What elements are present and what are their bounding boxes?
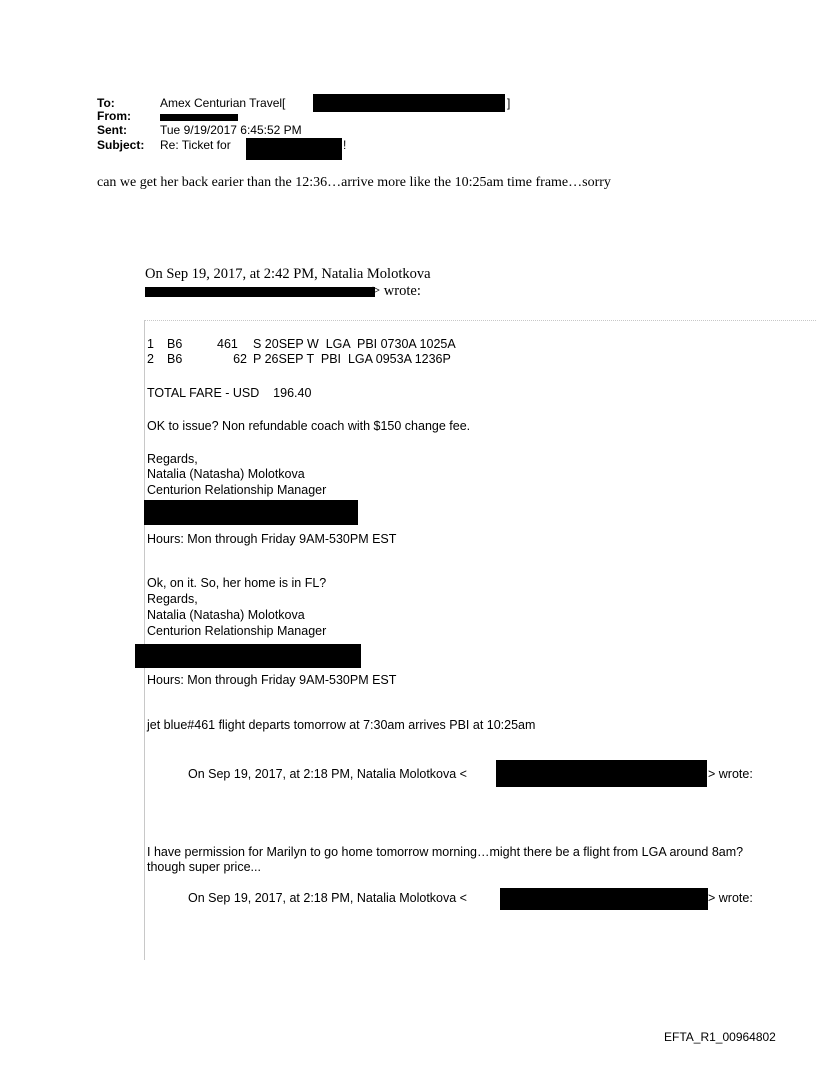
redaction-from <box>160 114 238 121</box>
permission-line1: I have permission for Marilyn to go home tomorrow morning…might there be a flight from LGA around 8am? <box>147 845 744 859</box>
subject-value: Re: Ticket for <box>160 138 231 152</box>
signature1-name: Natalia (Natasha) Molotkova <box>147 467 305 481</box>
quote-top-border <box>144 320 816 321</box>
footer-document-id: EFTA_R1_00964802 <box>664 1030 776 1044</box>
signature1-hours: Hours: Mon through Friday 9AM-530PM EST <box>147 532 397 546</box>
to-value <box>160 97 285 110</box>
to-label: To: <box>97 96 115 110</box>
signature1-regards: Regards, <box>147 452 198 466</box>
itinerary-num: 1 <box>147 337 154 351</box>
quote-left-border <box>144 320 145 960</box>
itinerary-flight: 62 <box>233 352 247 366</box>
sent-value: Tue 9/19/2017 6:45:52 PM <box>160 123 302 137</box>
signature2-title: Centurion Relationship Manager <box>147 624 327 638</box>
quoted-intro-line2: > wrote: <box>372 283 421 299</box>
ok-to-issue: OK to issue? Non refundable coach with $150 change fee. <box>147 419 471 433</box>
sent-label: Sent: <box>97 123 127 137</box>
redaction-to <box>313 94 505 112</box>
redaction-subject <box>246 138 342 160</box>
redaction-email <box>145 287 375 297</box>
redaction-quote4-email <box>500 888 708 910</box>
subject-label: Subject: <box>97 138 145 152</box>
quote4-suffix: > wrote: <box>708 891 753 905</box>
quote3-prefix: On Sep 19, 2017, at 2:18 PM, Natalia Molotkova < <box>188 767 467 781</box>
signature1-title: Centurion Relationship Manager <box>147 483 327 497</box>
body-text: can we get her back earier than the 12:36…arrive more like the 10:25am time frame…sorry <box>97 175 611 190</box>
signature2-hours: Hours: Mon through Friday 9AM-530PM EST <box>147 673 397 687</box>
redaction-sig1-contact <box>144 500 358 525</box>
redaction-sig2-contact <box>135 644 361 668</box>
quote4-prefix: On Sep 19, 2017, at 2:18 PM, Natalia Molotkova < <box>188 891 467 905</box>
quote3-suffix: > wrote: <box>708 767 753 781</box>
itinerary-detail: S 20SEP W LGA PBI 0730A 1025A <box>253 337 456 351</box>
reply2: Ok, on it. So, her home is in FL? <box>147 576 327 590</box>
jetblue-line: jet blue#461 flight departs tomorrow at 7:30am arrives PBI at 10:25am <box>147 718 536 732</box>
subject-tail: ! <box>343 138 347 152</box>
itinerary-carrier: B6 <box>167 352 183 366</box>
from-label: From: <box>97 109 131 123</box>
total-fare: TOTAL FARE - USD 196.40 <box>147 386 312 400</box>
to-recipient: Amex Centurian Travel[ <box>160 96 286 110</box>
to-close: ] <box>507 96 511 110</box>
itinerary-carrier: B6 <box>167 337 183 351</box>
itinerary-detail: P 26SEP T PBI LGA 0953A 1236P <box>253 352 451 366</box>
signature2-regards: Regards, <box>147 592 198 606</box>
signature2-name: Natalia (Natasha) Molotkova <box>147 608 305 622</box>
redaction-quote3-email <box>496 760 707 787</box>
itinerary-row <box>147 337 456 352</box>
itinerary-row <box>147 352 451 367</box>
itinerary-flight: 461 <box>217 337 238 351</box>
itinerary-num: 2 <box>147 352 154 366</box>
permission-line2: though super price... <box>147 860 261 874</box>
quoted-intro-line1: On Sep 19, 2017, at 2:42 PM, Natalia Molotkova <box>145 266 431 282</box>
